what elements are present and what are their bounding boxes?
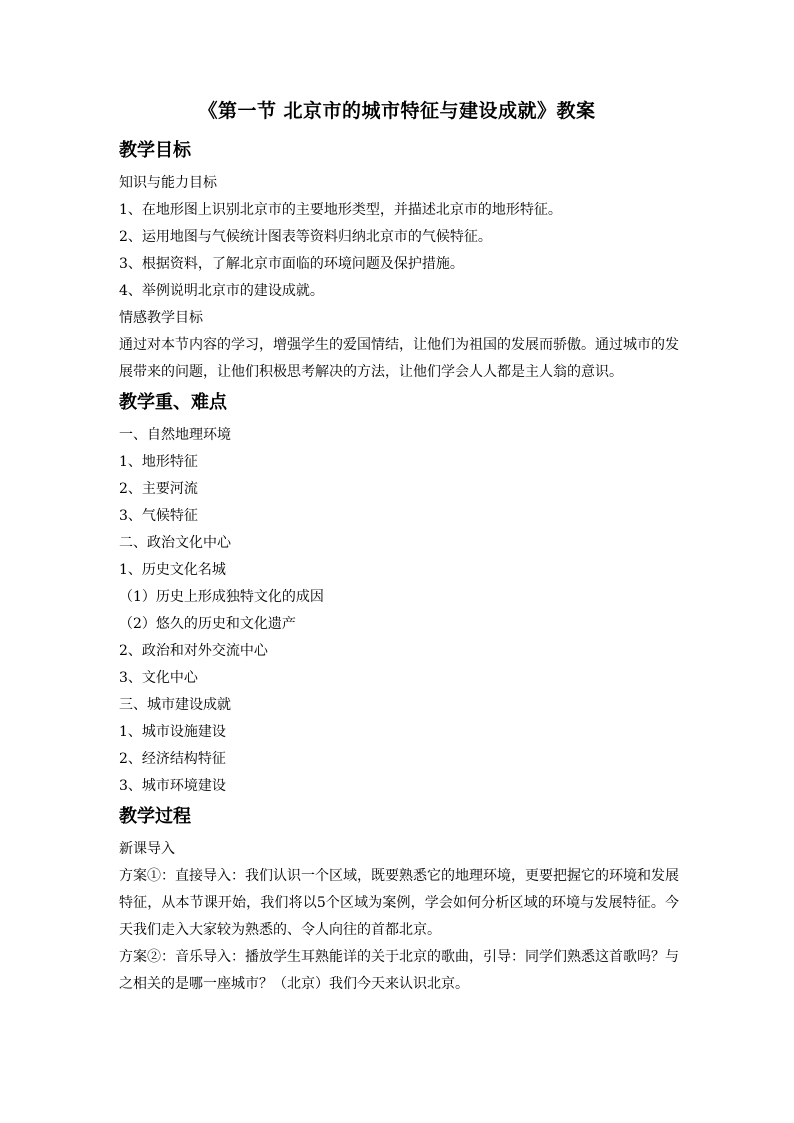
key-point-line: 3、气候特征 — [119, 508, 198, 524]
emotion-paragraph: 通过对本节内容的学习，增强学生的爱国情结，让他们为祖国的发展而骄傲。通过城市的发展带来的问题，让他们积极思考解决的方法，让他们学会人人都是主人翁的意识。 — [119, 337, 679, 380]
subheading-knowledge: 知识与能力目标 — [119, 175, 217, 191]
key-point-line: 二、政治文化中心 — [119, 535, 231, 551]
key-point-line: 2、经济结构特征 — [119, 751, 226, 767]
plan-1-paragraph: 方案①：直接导入：我们认识一个区域，既要熟悉它的地理环境，更要把握它的环境和发展特征，从本节课开始，我们将以5个区域为案例，学会如何分析区域的环境与发展特征。今天我们走入大家较为熟悉的、令人向往的首都北京。 — [119, 868, 679, 938]
key-point-line: 2、主要河流 — [119, 481, 198, 497]
goal-item: 3、根据资料，了解北京市面临的环境问题及保护措施。 — [119, 256, 464, 272]
document-title: 《第一节 北京市的城市特征与建设成就》教案 — [198, 100, 596, 122]
goal-item: 2、运用地图与气候统计图表等资料归纳北京市的气候特征。 — [119, 229, 492, 245]
section-heading-process: 教学过程 — [119, 806, 191, 827]
key-point-line: 2、政治和对外交流中心 — [119, 643, 268, 659]
goal-item: 4、举例说明北京市的建设成就。 — [119, 283, 324, 299]
plan-2-paragraph: 方案②：音乐导入：播放学生耳熟能详的关于北京的歌曲，引导：同学们熟悉这首歌吗？与之相关的是哪一座城市？（北京）我们今天来认识北京。 — [119, 949, 679, 992]
key-point-line: 1、地形特征 — [119, 454, 198, 470]
key-point-line: 1、历史文化名城 — [119, 562, 226, 578]
key-point-line: 一、自然地理环境 — [119, 427, 231, 443]
key-point-line: （1）历史上形成独特文化的成因 — [119, 589, 324, 605]
section-heading-goals: 教学目标 — [119, 140, 191, 161]
key-point-line: 1、城市设施建设 — [119, 724, 226, 740]
key-point-line: 3、文化中心 — [119, 670, 198, 686]
section-heading-key-points: 教学重、难点 — [119, 392, 227, 413]
subheading-emotion: 情感教学目标 — [119, 310, 203, 326]
goal-item: 1、在地形图上识别北京市的主要地形类型，并描述北京市的地形特征。 — [119, 202, 562, 218]
document-body — [119, 134, 679, 998]
key-point-line: 三、城市建设成就 — [119, 697, 231, 713]
key-point-line: （2）悠久的历史和文化遗产 — [119, 616, 296, 632]
key-point-line: 3、城市环境建设 — [119, 778, 226, 794]
subheading-intro: 新课导入 — [119, 841, 175, 857]
